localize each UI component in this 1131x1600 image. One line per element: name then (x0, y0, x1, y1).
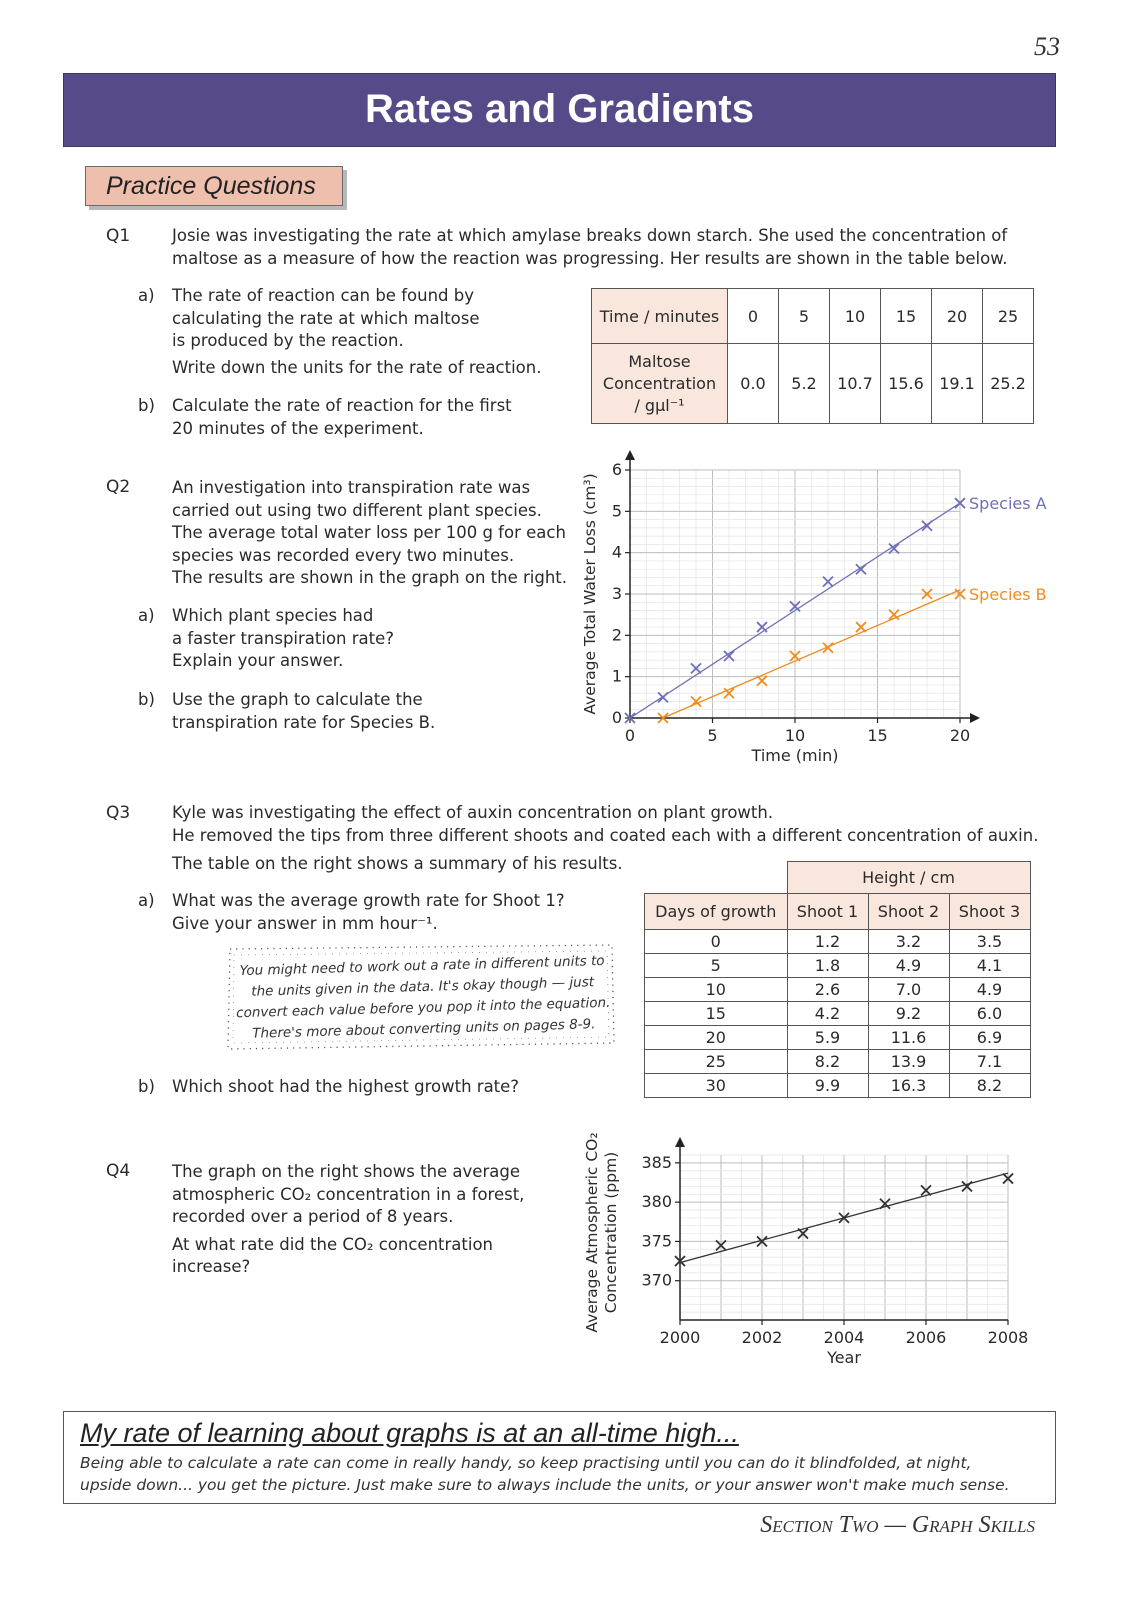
shoot2-header: Shoot 2 (868, 894, 949, 930)
footer-title: My rate of learning about graphs is at an all-time high... (80, 1418, 739, 1448)
q2-intro-line: species was recorded every two minutes. (172, 545, 515, 565)
concentration-header-line: Concentration (602, 373, 717, 393)
y-tick-label: 380 (641, 1192, 672, 1212)
time-row (592, 289, 1034, 344)
q2a-line: Which plant species had (172, 606, 374, 625)
q3b-label: b) (138, 1077, 155, 1096)
days-cell: 0 (645, 930, 788, 954)
transpiration-chart (575, 440, 1047, 780)
x-tick-label: 2004 (823, 1328, 865, 1347)
table-row (645, 1002, 1031, 1026)
table-row (645, 930, 1031, 954)
days-cell: 30 (645, 1074, 788, 1098)
time-header: Time / minutes (592, 289, 728, 344)
y-tick-label: 5 (611, 501, 622, 521)
q4-line: recorded over a period of 8 years. (172, 1207, 454, 1226)
concentration-cell: 19.1 (932, 344, 983, 424)
concentration-row (592, 344, 1034, 424)
time-cell: 5 (779, 289, 830, 344)
q1a-line: Write down the units for the rate of reaction. (172, 357, 542, 377)
table-row (645, 1074, 1031, 1098)
height-cell: 4.1 (949, 954, 1030, 978)
y-tick-label: 370 (641, 1270, 672, 1290)
maltose-table (591, 288, 1034, 424)
height-cell: 1.8 (787, 954, 868, 978)
q3b-text: Which shoot had the highest growth rate? (172, 1077, 520, 1096)
q2-label: Q2 (106, 477, 131, 497)
height-cell: 16.3 (868, 1074, 949, 1098)
y-tick-label: 385 (641, 1152, 672, 1172)
growth-header-row (645, 894, 1031, 930)
growth-group-row (645, 862, 1031, 894)
q1a-text (172, 285, 572, 379)
height-cell: 6.0 (949, 1002, 1030, 1026)
y-tick-label: 3 (611, 584, 622, 603)
table-row (645, 954, 1031, 978)
height-cell: 3.5 (949, 930, 1030, 954)
q2a-line: Explain your answer. (172, 651, 344, 670)
height-cell: 3.2 (868, 930, 949, 954)
q3-label: Q3 (106, 803, 131, 823)
hint-line: You might need to work out a rate in different units to (239, 952, 605, 980)
x-tick-label: 2000 (659, 1328, 701, 1347)
time-cell: 0 (728, 289, 779, 344)
q1-intro-line: Josie was investigating the rate at which amylase breaks down starch. She used the concentration of (172, 226, 1008, 245)
height-cell: 7.1 (949, 1050, 1030, 1074)
height-cell: 9.2 (868, 1002, 949, 1026)
q1a-line: The rate of reaction can be found by (172, 286, 474, 305)
height-cell: 6.9 (949, 1026, 1030, 1050)
growth-table (644, 861, 1031, 1098)
q1a-line: is produced by the reaction. (172, 331, 404, 350)
hint-line: the units given in the data. It's okay though — just (251, 974, 595, 1000)
shoot3-header: Shoot 3 (949, 894, 1030, 930)
x-tick-label: 15 (867, 726, 888, 745)
concentration-header (592, 344, 728, 424)
y-axis-arrow (675, 1137, 685, 1147)
footer-line: Being able to calculate a rate can come in really handy, so keep practising until you can do it blindfolded, at night, (80, 1454, 972, 1472)
height-cell: 5.9 (787, 1026, 868, 1050)
q1a-label: a) (138, 286, 155, 305)
y-tick-label: 375 (641, 1231, 672, 1251)
series-label: Species A (969, 494, 1047, 514)
practice-questions-label: Practice Questions (106, 172, 316, 200)
practice-questions-box (85, 166, 343, 206)
q2a-text (172, 605, 552, 673)
time-cell: 10 (830, 289, 881, 344)
series-label: Species B (969, 585, 1047, 604)
q1b-line: 20 minutes of the experiment. (172, 418, 424, 438)
height-cell: 8.2 (949, 1074, 1030, 1098)
q3-intro-line: He removed the tips from three different shoots and coated each with a different concentration of auxin. (172, 825, 1039, 845)
days-cell: 15 (645, 1002, 788, 1026)
concentration-header-line: / gµl⁻¹ (634, 395, 685, 415)
height-cell: 8.2 (787, 1050, 868, 1074)
q2-intro-line: carried out using two different plant species. (172, 500, 542, 520)
growth-body (645, 930, 1031, 1098)
q3a-text (172, 890, 612, 935)
time-cell: 25 (983, 289, 1034, 344)
q2b-text (172, 689, 552, 734)
q1b-label: b) (138, 396, 155, 415)
grid (680, 1155, 1008, 1320)
q3a-label: a) (138, 891, 155, 910)
concentration-cell: 10.7 (830, 344, 881, 424)
table-row (645, 1026, 1031, 1050)
x-axis-label: Year (827, 1348, 861, 1367)
height-header: Height / cm (787, 862, 1030, 894)
height-cell: 2.6 (787, 978, 868, 1002)
days-header: Days of growth (645, 894, 788, 930)
q2a-label: a) (138, 606, 155, 625)
x-tick-label: 2006 (905, 1328, 947, 1347)
table-row (645, 1050, 1031, 1074)
q1b-line: Calculate the rate of reaction for the first (172, 396, 512, 415)
concentration-cell: 25.2 (983, 344, 1034, 424)
y-axis-label: Average Atmospheric CO₂ (583, 1132, 601, 1333)
q2b-label: b) (138, 690, 155, 709)
height-cell: 4.9 (868, 954, 949, 978)
q4-line: atmospheric CO₂ concentration in a forest, (172, 1184, 525, 1204)
height-cell: 11.6 (868, 1026, 949, 1050)
x-axis-arrow (970, 713, 980, 723)
title-banner (63, 73, 1056, 147)
x-tick-label: 2002 (741, 1328, 783, 1347)
q1-intro (172, 225, 1072, 270)
days-cell: 25 (645, 1050, 788, 1074)
footer-line: upside down... you get the picture. Just make sure to always include the units, or your answer won't make much sense. (80, 1476, 1010, 1494)
section-label: Section Two — Graph Skills (760, 1512, 1035, 1538)
height-cell: 4.9 (949, 978, 1030, 1002)
days-cell: 20 (645, 1026, 788, 1050)
q3-intro-line: The table on the right shows a summary of his results. (172, 854, 623, 873)
q2-intro-line: The results are shown in the graph on the right. (172, 568, 568, 587)
footer-text (80, 1452, 1045, 1496)
concentration-cell: 0.0 (728, 344, 779, 424)
q4-question: At what rate did the CO₂ concentration increase? (172, 1234, 493, 1276)
height-cell: 13.9 (868, 1050, 949, 1074)
x-tick-label: 5 (707, 726, 718, 745)
days-cell: 5 (645, 954, 788, 978)
q1-label: Q1 (106, 226, 131, 246)
y-axis-label: Average Total Water Loss (cm³) (581, 473, 599, 715)
blank-cell (645, 862, 788, 894)
y-axis-label: Concentration (ppm) (602, 1151, 620, 1314)
height-cell: 4.2 (787, 1002, 868, 1026)
y-axis-arrow (625, 450, 635, 460)
q1a-line: calculating the rate at which maltose (172, 308, 480, 328)
height-cell: 1.2 (787, 930, 868, 954)
q1b-text (172, 395, 572, 440)
height-cell: 7.0 (868, 978, 949, 1002)
co2-chart (575, 1130, 1035, 1385)
q4-label: Q4 (106, 1161, 131, 1181)
x-tick-label: 2008 (987, 1328, 1029, 1347)
q4-text (172, 1161, 572, 1279)
q2a-line: a faster transpiration rate? (172, 628, 395, 648)
y-tick-label: 6 (611, 460, 622, 479)
x-tick-label: 10 (784, 726, 806, 745)
y-tick-label: 1 (611, 666, 622, 686)
concentration-cell: 15.6 (881, 344, 932, 424)
q2-intro (172, 477, 572, 590)
table-row (645, 978, 1031, 1002)
x-axis-label: Time (min) (751, 746, 839, 765)
concentration-header-line: Maltose (628, 351, 691, 371)
days-cell: 10 (645, 978, 788, 1002)
q2-intro-line: An investigation into transpiration rate was (172, 478, 531, 497)
y-tick-label: 4 (611, 542, 622, 562)
shoot1-header: Shoot 1 (787, 894, 868, 930)
page-number: 53 (1034, 32, 1060, 61)
x-tick-label: 20 (949, 726, 971, 745)
q1-intro-line: maltose as a measure of how the reaction was progressing. Her results are shown in the table below. (172, 248, 1008, 268)
q2-intro-line: The average total water loss per 100 g for each (172, 523, 566, 542)
x-tick-label: 0 (624, 726, 636, 745)
y-tick-label: 2 (611, 625, 622, 645)
concentration-cell: 5.2 (779, 344, 830, 424)
hint-line: convert each value before you pop it into the equation. (235, 994, 611, 1022)
grid (630, 470, 960, 718)
q3-intro-line: Kyle was investigating the effect of auxin concentration on plant growth. (172, 803, 774, 822)
height-cell: 9.9 (787, 1074, 868, 1098)
hint-line: There's more about converting units on pages 8-9. (252, 1016, 596, 1042)
q4-line: The graph on the right shows the average (172, 1162, 520, 1181)
q3a-line: Give your answer in mm hour⁻¹. (172, 913, 438, 933)
time-cell: 15 (881, 289, 932, 344)
y-tick-label: 0 (611, 708, 622, 727)
q2b-line: Use the graph to calculate the (172, 690, 423, 709)
q3a-line: What was the average growth rate for Shoot 1? (172, 891, 565, 910)
time-cell: 20 (932, 289, 983, 344)
q2b-line: transpiration rate for Species B. (172, 712, 436, 732)
hint-text (227, 951, 619, 1046)
page-title: Rates and Gradients (364, 87, 754, 131)
